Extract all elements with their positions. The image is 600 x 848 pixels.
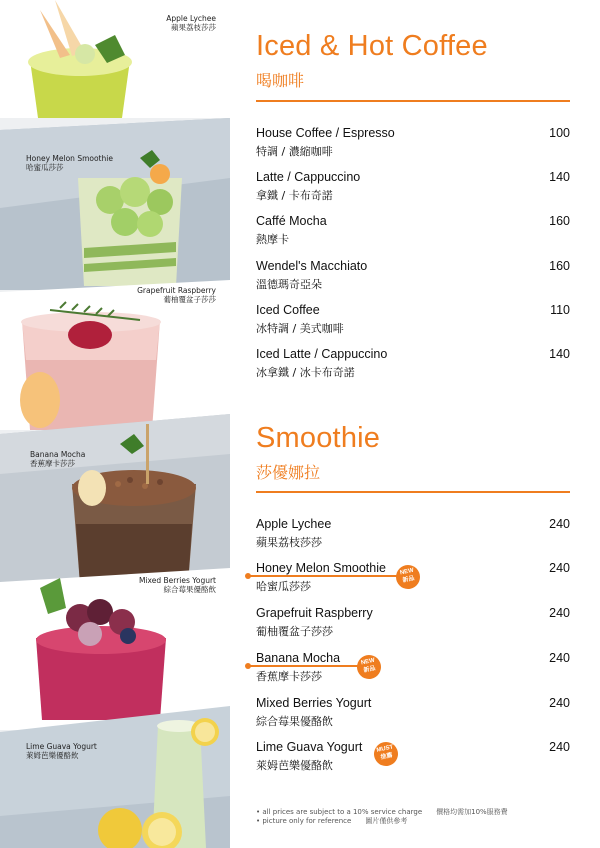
caption-zh: 香蕉摩卡莎莎 bbox=[30, 459, 75, 468]
smoothie-title-zh: 莎優娜拉 bbox=[256, 465, 321, 482]
menu-item bbox=[256, 696, 570, 732]
badge-zh: 推薦 bbox=[380, 752, 394, 762]
badge-en: NEW bbox=[360, 657, 376, 667]
menu-item bbox=[256, 651, 570, 687]
item-name-zh: 蘋果荔枝莎莎 bbox=[256, 536, 322, 549]
badge-zh: 新品 bbox=[363, 665, 377, 675]
highlight-line bbox=[248, 575, 398, 577]
photo-panel-lime-guava bbox=[0, 706, 230, 848]
caption-en: Grapefruit Raspberry bbox=[137, 286, 216, 295]
caption-zh: 蘋果荔枝莎莎 bbox=[171, 23, 216, 32]
item-price: 240 bbox=[549, 651, 570, 665]
item-name: Wendel's Macchiato bbox=[256, 259, 368, 273]
lime-guava-photo bbox=[0, 706, 230, 848]
item-name: Iced Latte / Cappuccino bbox=[256, 347, 388, 361]
item-name: Grapefruit Raspberry bbox=[256, 606, 373, 620]
item-name: Latte / Cappuccino bbox=[256, 170, 361, 184]
item-price: 140 bbox=[549, 347, 570, 361]
item-name-zh: 萊姆芭樂優酪飲 bbox=[256, 759, 333, 772]
smoothie-title: Smoothie bbox=[256, 422, 381, 454]
caption-zh: 綜合莓果優酪飲 bbox=[163, 585, 216, 594]
photo-panel-banana-mocha bbox=[0, 414, 230, 584]
menu-item bbox=[256, 170, 570, 206]
photo-panel-honey-melon bbox=[0, 118, 230, 290]
badge-en: MUST bbox=[376, 744, 394, 754]
footnote bbox=[256, 817, 508, 826]
caption-zh: 哈蜜瓜莎莎 bbox=[26, 163, 64, 172]
menu-item bbox=[256, 740, 570, 776]
photo-column bbox=[0, 0, 230, 848]
item-price: 240 bbox=[549, 740, 570, 754]
item-price: 240 bbox=[549, 517, 570, 531]
item-price: 140 bbox=[549, 170, 570, 184]
menu-item bbox=[256, 259, 570, 295]
item-price: 240 bbox=[549, 606, 570, 620]
caption-en: Honey Melon Smoothie bbox=[26, 154, 113, 163]
coffee-title-zh: 喝咖啡 bbox=[256, 73, 305, 90]
menu-item bbox=[256, 126, 570, 162]
item-price: 160 bbox=[549, 259, 570, 273]
badge-zh: 新品 bbox=[402, 575, 416, 585]
item-price: 100 bbox=[549, 126, 570, 140]
photo-panel-apple-lychee bbox=[0, 0, 230, 118]
honey-melon-photo bbox=[0, 118, 230, 290]
item-name-zh: 冰特調 / 美式咖啡 bbox=[256, 322, 344, 335]
smoothie-divider bbox=[256, 491, 570, 493]
caption-en: Lime Guava Yogurt bbox=[26, 742, 97, 751]
photo-panel-grapefruit-raspberry bbox=[0, 280, 230, 430]
footnote-en: • all prices are subject to a 10% service charge bbox=[256, 808, 423, 816]
menu-item bbox=[256, 347, 570, 383]
item-name: Honey Melon Smoothie bbox=[256, 561, 386, 575]
caption-en: Apple Lychee bbox=[166, 14, 216, 23]
item-name: Iced Coffee bbox=[256, 303, 320, 317]
menu-item bbox=[256, 303, 570, 339]
item-price: 110 bbox=[550, 303, 570, 317]
menu-item bbox=[256, 517, 570, 553]
item-name: House Coffee / Espresso bbox=[256, 126, 395, 140]
item-name-zh: 特調 / 濃縮咖啡 bbox=[256, 145, 333, 158]
footnote bbox=[256, 808, 508, 817]
item-name-zh: 綜合莓果優酪飲 bbox=[256, 715, 333, 728]
caption-en: Banana Mocha bbox=[30, 450, 86, 459]
item-name-zh: 溫德瑪奇亞朵 bbox=[256, 278, 322, 291]
item-price: 240 bbox=[549, 561, 570, 575]
menu-item bbox=[256, 214, 570, 250]
footnote-zh: 價格均需加10%服務費 bbox=[436, 808, 508, 816]
item-name-zh: 熱摩卡 bbox=[256, 233, 289, 246]
footnotes bbox=[256, 808, 508, 826]
item-name: Mixed Berries Yogurt bbox=[256, 696, 372, 710]
item-name-zh: 香蕉摩卡莎莎 bbox=[256, 670, 322, 683]
item-price: 160 bbox=[549, 214, 570, 228]
caption-zh: 萊姆芭樂優酪飲 bbox=[26, 751, 79, 760]
highlight-line bbox=[248, 665, 360, 667]
badge-en: NEW bbox=[399, 567, 415, 577]
menu-item bbox=[256, 606, 570, 642]
item-name-zh: 哈蜜瓜莎莎 bbox=[256, 580, 311, 593]
caption-zh: 葡柚覆盆子莎莎 bbox=[163, 295, 216, 304]
item-name: Apple Lychee bbox=[256, 517, 332, 531]
item-name-zh: 葡柚覆盆子莎莎 bbox=[256, 625, 333, 638]
banana-mocha-photo bbox=[0, 414, 230, 584]
coffee-title: Iced & Hot Coffee bbox=[256, 30, 488, 62]
item-price: 240 bbox=[549, 696, 570, 710]
item-name-zh: 拿鐵 / 卡布奇諾 bbox=[256, 189, 333, 202]
item-name: Banana Mocha bbox=[256, 651, 341, 665]
footnote-en: • picture only for reference bbox=[256, 817, 352, 825]
footnote-zh: 圖片僅供參考 bbox=[365, 817, 408, 825]
item-name: Caffé Mocha bbox=[256, 214, 327, 228]
item-name: Lime Guava Yogurt bbox=[256, 740, 363, 754]
coffee-divider bbox=[256, 100, 570, 102]
caption-en: Mixed Berries Yogurt bbox=[138, 576, 216, 585]
item-name-zh: 冰拿鐵 / 冰卡布奇諾 bbox=[256, 366, 355, 379]
